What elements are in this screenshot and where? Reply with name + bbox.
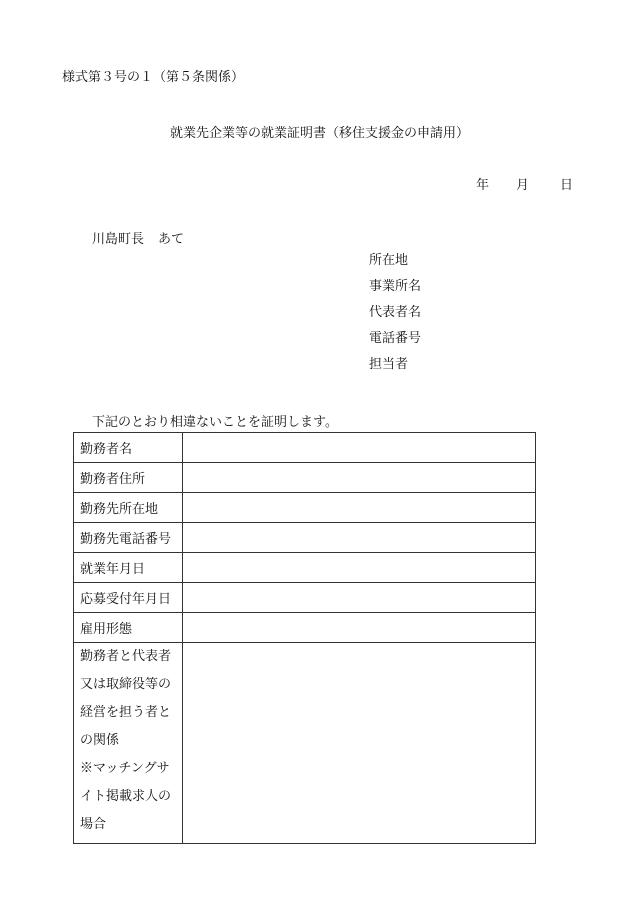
certificate-table <box>73 432 536 844</box>
row-value-employment-type[interactable] <box>183 613 536 643</box>
form-number: 様式第３号の１（第５条関係） <box>62 70 245 85</box>
row-label-application-date: 応募受付年月日 <box>74 583 183 613</box>
row-value-application-date[interactable] <box>183 583 536 613</box>
table-row <box>74 523 536 553</box>
row-label-relationship <box>74 643 183 844</box>
issuer-field-phone: 電話番号 <box>369 331 422 346</box>
addressee-suffix: あて <box>158 232 185 247</box>
addressee-name: 川島町長 <box>92 232 145 247</box>
addressee <box>92 228 184 247</box>
date-month-label: 月 <box>516 178 530 193</box>
date-line <box>476 174 573 193</box>
declaration-text: 下記のとおり相違ないことを証明します。 <box>92 415 338 430</box>
table-row <box>74 583 536 613</box>
relationship-label-line: 又は取締役等の <box>80 677 172 692</box>
relationship-label-line: イト掲載求人の <box>80 789 172 804</box>
row-label-employment-type: 雇用形態 <box>74 613 183 643</box>
row-value-worker-name[interactable] <box>183 433 536 463</box>
row-value-employment-date[interactable] <box>183 553 536 583</box>
row-value-relationship[interactable] <box>183 643 536 844</box>
relationship-label-line: 経営を担う者と <box>80 705 172 720</box>
row-label-employment-date: 就業年月日 <box>74 553 183 583</box>
row-value-worker-address[interactable] <box>183 463 536 493</box>
table-row <box>74 643 536 844</box>
issuer-field-address: 所在地 <box>369 253 409 268</box>
table-row <box>74 553 536 583</box>
relationship-label-line: ※マッチングサ <box>80 761 170 776</box>
row-value-workplace-address[interactable] <box>183 493 536 523</box>
date-day-label: 日 <box>560 178 574 193</box>
row-label-workplace-address: 勤務先所在地 <box>74 493 183 523</box>
relationship-label-line: 勤務者と代表者 <box>80 649 172 664</box>
issuer-field-business-name: 事業所名 <box>369 279 422 294</box>
issuer-field-contact-person: 担当者 <box>369 357 409 372</box>
relationship-label-line: の関係 <box>80 733 120 748</box>
row-label-worker-name: 勤務者名 <box>74 433 183 463</box>
table-row <box>74 463 536 493</box>
row-label-workplace-phone: 勤務先電話番号 <box>74 523 183 553</box>
table-row <box>74 433 536 463</box>
table-row <box>74 613 536 643</box>
relationship-label-line: 場合 <box>80 817 107 832</box>
document-title: 就業先企業等の就業証明書（移住支援金の申請用） <box>170 126 470 141</box>
issuer-field-representative: 代表者名 <box>369 305 422 320</box>
issuer-block <box>369 252 421 382</box>
row-value-workplace-phone[interactable] <box>183 523 536 553</box>
date-year-label: 年 <box>476 178 490 193</box>
row-label-worker-address: 勤務者住所 <box>74 463 183 493</box>
table-row <box>74 493 536 523</box>
